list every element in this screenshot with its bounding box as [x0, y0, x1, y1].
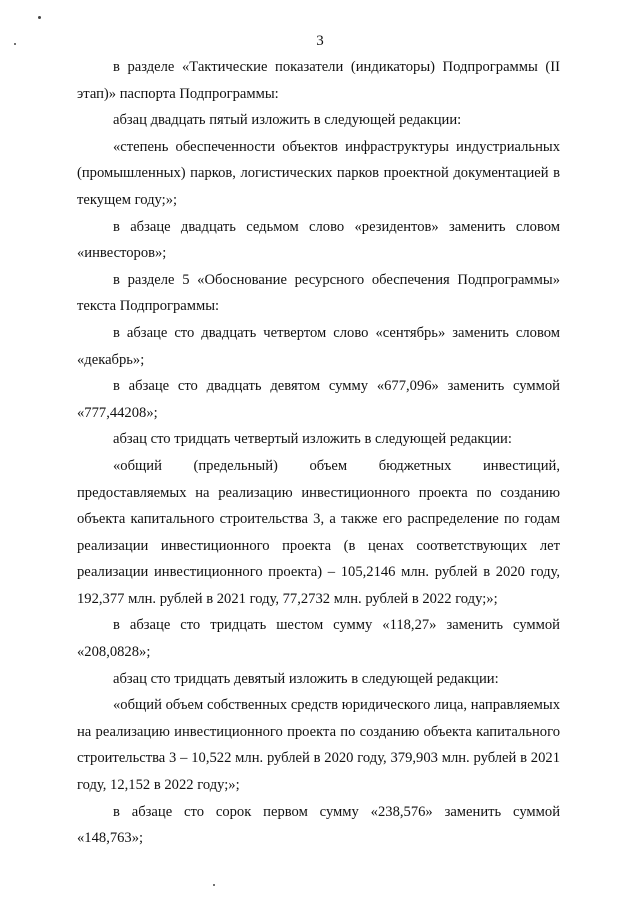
paragraph: в разделе 5 «Обоснование ресурсного обеспечения Подпрограммы» текста Подпрограммы: — [77, 271, 560, 315]
scan-speck — [213, 884, 215, 886]
paragraph: «общий объем собственных средств юридического лица, направляемых на реализацию инвестиционного проекта по созданию объекта капитального строительства 3 – 10,522 млн. рублей в 2020 году, 379,903 млн. рублей в 2021 году, 12,152 в 2022 году;»; — [77, 697, 560, 794]
scan-speck — [14, 43, 16, 45]
page-number: 3 — [316, 33, 324, 49]
paragraph: в абзаце сто двадцать девятом сумму «677,096» заменить суммой «777,44208»; — [77, 378, 560, 421]
paragraph: абзац сто тридцать четвертый изложить в следующей редакции: — [113, 431, 512, 448]
paragraph: в разделе «Тактические показатели (индикаторы) Подпрограммы (II этап)» паспорта Подпрограммы: — [77, 59, 560, 102]
paragraph: абзац двадцать пятый изложить в следующей редакции: — [113, 112, 462, 129]
paragraph: в абзаце сто тридцать шестом сумму «118,27» заменить суммой «208,0828»; — [77, 617, 560, 661]
paragraph: «общий (предельный) объем бюджетных инвестиций, предоставляемых на реализацию инвестиционного проекта по созданию объекта капитального строительства 3, а также его распределение по годам реализации инвестиционного проекта (в ценах соответствующих лет реализации инвестиционного проекта) – 105,2146 млн. рублей в 2020 году, 192,377 млн. рублей в 2021 году, 77,2732 млн. рублей в 2022 году;»; — [77, 457, 560, 607]
scan-speck — [38, 16, 41, 19]
document-body — [77, 54, 560, 852]
paragraph: в абзаце двадцать седьмом слово «резидентов» заменить словом «инвесторов»; — [77, 218, 560, 262]
paragraph: абзац сто тридцать девятый изложить в следующей редакции: — [113, 670, 499, 687]
paragraph: «степень обеспеченности объектов инфраструктуры индустриальных (промышленных) парков, логистических парков проектной документацией в текущем году;»; — [77, 138, 560, 208]
paragraph: в абзаце сто сорок первом сумму «238,576» заменить суммой «148,763»; — [77, 803, 560, 847]
paragraph: в абзаце сто двадцать четвертом слово «сентябрь» заменить словом «декабрь»; — [77, 324, 560, 368]
